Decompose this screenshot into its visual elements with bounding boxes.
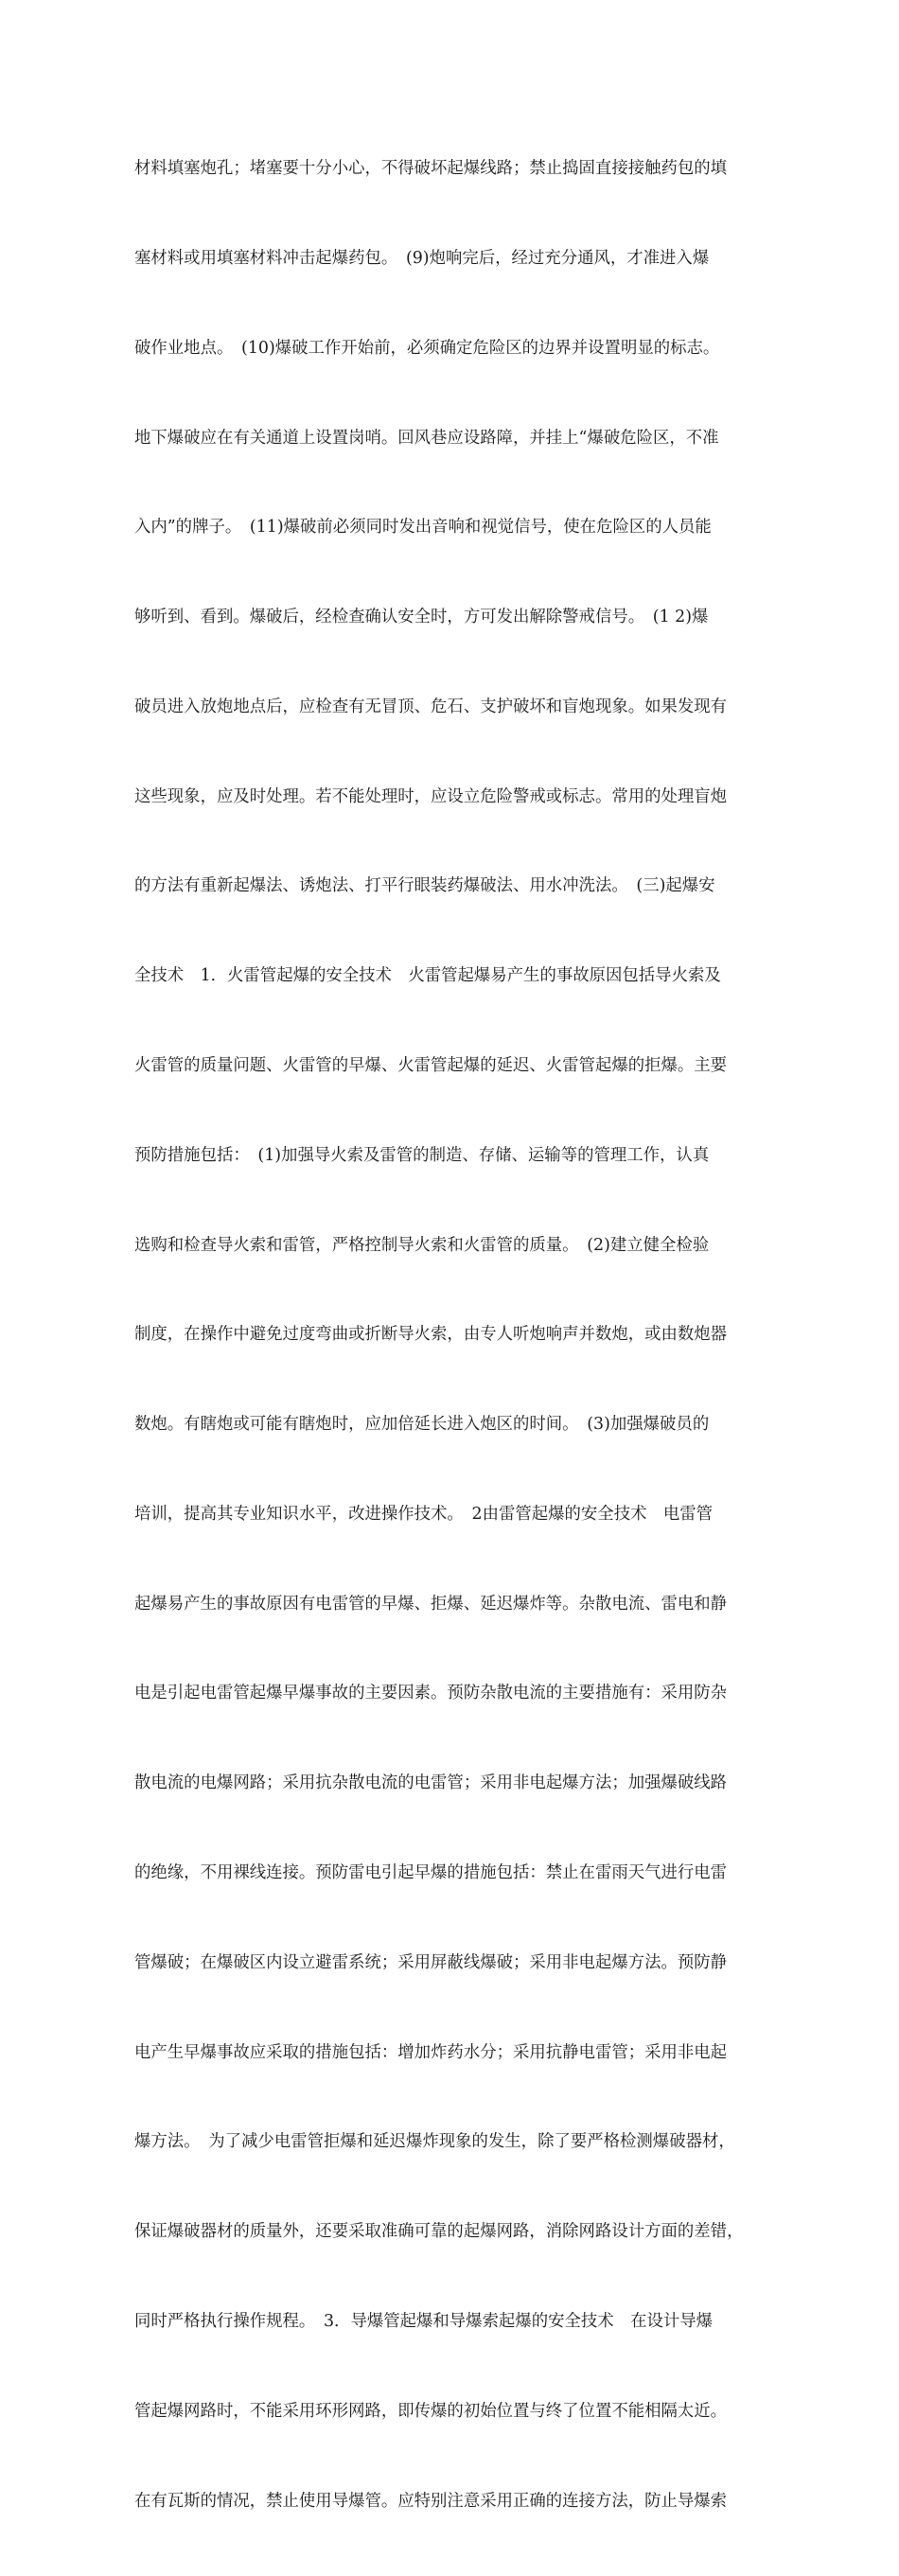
text-line: 火雷管的质量问题、火雷管的早爆、火雷管起爆的延迟、火雷管起爆的拒爆。主要: [134, 1056, 728, 1075]
text-line: 电是引起电雷管起爆早爆事故的主要因素。预防杂散电流的主要措施有：采用防杂: [134, 1684, 728, 1703]
text-line: 够听到、看到。爆破后，经检查确认安全时，方可发出解除警戒信号。 (1 2)爆: [134, 608, 709, 627]
text-line: 选购和检查导火索和雷管，严格控制导火索和火雷管的质量。 (2)建立健全检验: [134, 1235, 710, 1255]
text-line: 破员进入放炮地点后，应检查有无冒顶、危石、支护破坏和盲炮现象。如果发现有: [134, 697, 728, 716]
body-text: [134, 95, 778, 2576]
text-line: 的方法有重新起爆法、诱炮法、打平行眼装药爆破法、用水冲洗法。 (三)起爆安: [134, 876, 715, 896]
text-line: 保证爆破器材的质量外，还要采取准确可靠的起爆网路，消除网路设计方面的差错，: [134, 2222, 744, 2242]
text-line: 数炮。有瞎炮或可能有瞎炮时，应加倍延长进入炮区的时间。 (3)加强爆破员的: [134, 1415, 710, 1435]
text-line: 管起爆网路时，不能采用环形网路，即传爆的初始位置与终了位置不能相隔太近。: [134, 2401, 728, 2421]
text-line: 同时严格执行操作规程。 3．导爆管起爆和导爆索起爆的安全技术 在设计导爆: [134, 2311, 714, 2331]
text-line: 在有瓦斯的情况，禁止使用导爆管。应特别注意采用正确的连接方法，防止导爆索: [134, 2491, 728, 2511]
text-line: 全技术 1．火雷管起爆的安全技术 火雷管起爆易产生的事故原因包括导火索及: [134, 966, 721, 986]
text-line: 塞材料或用填塞材料冲击起爆药包。 (9)炮响完后，经过充分通风，才准进入爆: [134, 248, 710, 268]
text-line: 地下爆破应在有关通道上设置岗哨。回风巷应设路障，并挂上“爆破危险区，不准: [134, 428, 719, 448]
text-line: 破作业地点。 (10)爆破工作开始前，必须确定危险区的边界并设置明显的标志。: [134, 338, 720, 358]
text-line: 预防措施包括： (1)加强导火索及雷管的制造、存储、运输等的管理工作，认真: [134, 1145, 710, 1165]
text-line: 的绝缘，不用裸线连接。预防雷电引起早爆的措施包括：禁止在雷雨天气进行电雷: [134, 1863, 728, 1883]
text-line: 入内”的牌子。 (11)爆破前必须同时发出音响和视觉信号，使在危险区的人员能: [134, 518, 712, 538]
text-line: 制度，在操作中避免过度弯曲或折断导火索，由专人听炮响声并数炮，或由数炮器: [134, 1325, 728, 1345]
text-line: 这些现象，应及时处理。若不能处理时，应设立危险警戒或标志。常用的处理盲炮: [134, 786, 728, 806]
text-line: 起爆易产生的事故原因有电雷管的早爆、拒爆、延迟爆炸等。杂散电流、雷电和静: [134, 1594, 728, 1614]
text-line: 散电流的电爆网路；采用抗杂散电流的电雷管；采用非电起爆方法；加强爆破线路: [134, 1773, 728, 1793]
text-line: 培训，提高其专业知识水平，改进操作技术。 2由雷管起爆的安全技术 电雷管: [134, 1504, 714, 1524]
text-line: 材料填塞炮孔；堵塞要十分小心，不得破坏起爆线路；禁止捣固直接接触药包的填: [134, 159, 728, 179]
text-line: 爆方法。 为了减少电雷管拒爆和延迟爆炸现象的发生，除了要严格检测爆破器材，: [134, 2132, 735, 2152]
text-line: 电产生早爆事故应采取的措施包括：增加炸药水分；采用抗静电雷管；采用非电起: [134, 2042, 728, 2062]
text-line: 管爆破；在爆破区内设立避雷系统；采用屏蔽线爆破；采用非电起爆方法。预防静: [134, 1952, 728, 1972]
